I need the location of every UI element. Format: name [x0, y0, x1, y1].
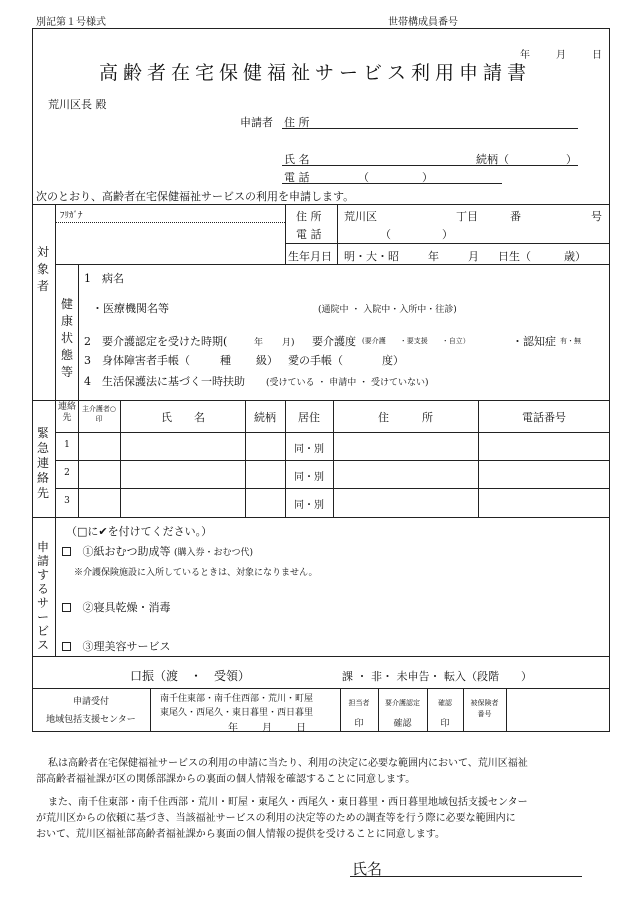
confirm-seal: 印	[440, 719, 450, 729]
table-row-no: 1	[64, 440, 70, 450]
care-level-label: 要介護度	[312, 335, 356, 348]
subject-phone-paren-open: （	[380, 228, 391, 241]
subject-go: 号	[591, 210, 602, 223]
consent-para1-line1: 私は高齢者在宅保健福祉サービスの利用の申請に当たり、利用の決定に必要な範囲内において、荒川区福祉	[48, 758, 528, 769]
col-name: 氏 名	[161, 411, 205, 424]
col-living: 居住	[298, 411, 320, 424]
service-checkbox-barber[interactable]	[62, 642, 71, 651]
table-row-no: 2	[64, 468, 70, 478]
care-level-options: (要介護 ・要支援 ・自立）	[362, 337, 470, 345]
subject-address-value: 荒川区	[344, 210, 377, 223]
medical-status: (通院中 ・ 入院中・入所中・往診)	[318, 305, 457, 315]
services-instruction: （□に✔を付けてください。）	[66, 525, 213, 538]
form-title: 高齢者在宅保健福祉サービス利用申請書	[98, 62, 531, 84]
table-row-no: 3	[64, 496, 70, 506]
col-address: 住 所	[378, 411, 433, 424]
transfer-label: 口振（渡 ・ 受領）	[130, 669, 251, 683]
health-item2: 2 要介護認定を受けた時期(	[84, 335, 228, 348]
applicant-address-field[interactable]	[282, 128, 578, 129]
household-number-label: 世帯構成員番号	[388, 17, 458, 28]
services-note: ※介護保険施設に入所しているときは、対象になりません。	[74, 568, 318, 578]
col-order: 連絡先	[57, 402, 76, 423]
confirm-label: 確認	[438, 699, 452, 707]
col-phone: 電話番号	[522, 411, 566, 424]
subject-chome: 丁目	[456, 210, 478, 223]
health-item3-grade: 種	[220, 354, 231, 367]
service-label-diapers: ①紙おむつ助成等	[82, 545, 171, 558]
emergency-section-label: 緊急連絡先	[36, 426, 49, 500]
insured-label-2: 番号	[477, 710, 492, 718]
office-date-day: 日	[296, 723, 306, 734]
dementia-options: 有・無	[560, 337, 581, 345]
consent-para1-line2: 部高齢者福祉課が区の関係部課からの裏面の個人情報を確認することに同意します。	[36, 774, 416, 785]
birth-day-suffix: 日生（	[498, 250, 531, 263]
date-day: 日	[592, 50, 602, 61]
birth-year: 年	[428, 250, 439, 263]
service-detail-diapers: (購入券・おむつ代)	[174, 548, 254, 558]
form-number: 別記第１号様式	[36, 17, 106, 28]
health-item4: 4 生活保護法に基づく一時扶助	[84, 375, 245, 388]
applicant-relation-close: ）	[566, 153, 577, 166]
applicant-name-label: 氏 名	[284, 153, 310, 166]
centers-line2: 東尾久・西尾久・東日暮里・西日暮里	[160, 708, 314, 718]
col-caregiver: 主介護者○印	[81, 405, 117, 423]
service-label-barber: ③理美容サービス	[82, 640, 171, 653]
health-item3: 3 身体障害者手帳（	[84, 354, 190, 367]
service-checkbox-diapers[interactable]	[62, 547, 71, 556]
applicant-label: 申請者	[240, 116, 273, 129]
birth-month: 月	[468, 250, 479, 263]
table-row-living: 同・別	[294, 444, 324, 455]
applicant-phone-paren-close: ）	[422, 171, 433, 184]
consent-para2-line3: おいて、荒川区福祉部高齢者福祉課から裏面の個人情報の提供を受けることに同意します。	[36, 829, 445, 840]
subject-address-label: 住 所	[296, 210, 322, 223]
applicant-relation-label: 続柄（	[476, 153, 509, 166]
health-item3-level: 級）	[256, 354, 278, 367]
reception-line1: 申請受付	[72, 697, 109, 707]
health-item1: 1 病名	[84, 272, 124, 285]
reception-line2: 地域包括支援センター	[46, 715, 136, 725]
health-item2-month: 月)	[282, 338, 295, 348]
service-checkbox-bedding[interactable]	[62, 603, 71, 612]
staff-label: 担当者	[348, 699, 370, 707]
service-label-bedding: ②寝具乾燥・消毒	[82, 601, 171, 614]
addressee: 荒川区長 殿	[48, 98, 107, 111]
age-suffix: 歳）	[564, 250, 586, 263]
centers-line1: 南千住東部・南千住西部・荒川・町屋	[160, 694, 314, 704]
health-label: 健康状態等	[60, 297, 73, 379]
office-date-month: 月	[262, 723, 272, 734]
birth-label: 生年月日	[288, 250, 332, 263]
era-options: 明・大・昭	[344, 250, 399, 263]
intro-text: 次のとおり、高齢者在宅保健福祉サービスの利用を申請します。	[36, 190, 355, 203]
tax-status: 課 ・ 非・ 未申告・ 転入（段階 ）	[342, 670, 532, 683]
love-notebook-degree: 度）	[382, 354, 404, 367]
subject-phone-paren-close: ）	[442, 228, 453, 241]
subject-section-label: 対象者	[36, 245, 49, 293]
date-month: 月	[556, 50, 566, 61]
staff-seal: 印	[354, 719, 364, 729]
furigana-label: ﾌﾘｶﾞﾅ	[60, 211, 83, 221]
table-row-living: 同・別	[294, 472, 324, 483]
applicant-phone-label: 電 話	[284, 171, 310, 184]
care-cert-label: 要介護認定	[385, 699, 420, 707]
consent-para2-line1: また、南千住東部・南千住西部・荒川・町屋・東尾久・西尾久・東日暮里・西日暮里地域包括支援センター	[48, 797, 528, 808]
table-row-living: 同・別	[294, 500, 324, 511]
applicant-phone-field[interactable]	[282, 183, 502, 184]
dementia-label: ・認知症	[512, 335, 556, 348]
care-cert-check: 確認	[393, 719, 412, 729]
subject-ban: 番	[510, 210, 521, 223]
applicant-name-field[interactable]	[282, 165, 578, 166]
consent-para2-line2: が荒川区からの依頼に基づき、当該福祉サービスの利用の決定等のための調査等を行う際に必要な範囲内に	[36, 813, 516, 824]
applicant-phone-paren-open: （	[358, 171, 369, 184]
signature-label: 氏名	[352, 860, 383, 878]
love-notebook-label: 愛の手帳（	[288, 354, 343, 367]
date-year: 年	[520, 50, 530, 61]
welfare-status: (受けている ・ 申請中 ・ 受けていない)	[266, 378, 429, 388]
insured-label-1: 被保険者	[470, 699, 499, 707]
subject-phone-label: 電 話	[296, 228, 322, 241]
medical-institution: ・医療機関名等	[92, 302, 169, 315]
office-date-year: 年	[228, 723, 238, 734]
signature-field[interactable]	[350, 876, 582, 877]
services-section-label: 申請するサービス	[36, 540, 49, 652]
health-item2-year: 年	[254, 338, 264, 348]
applicant-address-label: 住 所	[284, 116, 310, 129]
col-relation: 続柄	[254, 411, 276, 424]
